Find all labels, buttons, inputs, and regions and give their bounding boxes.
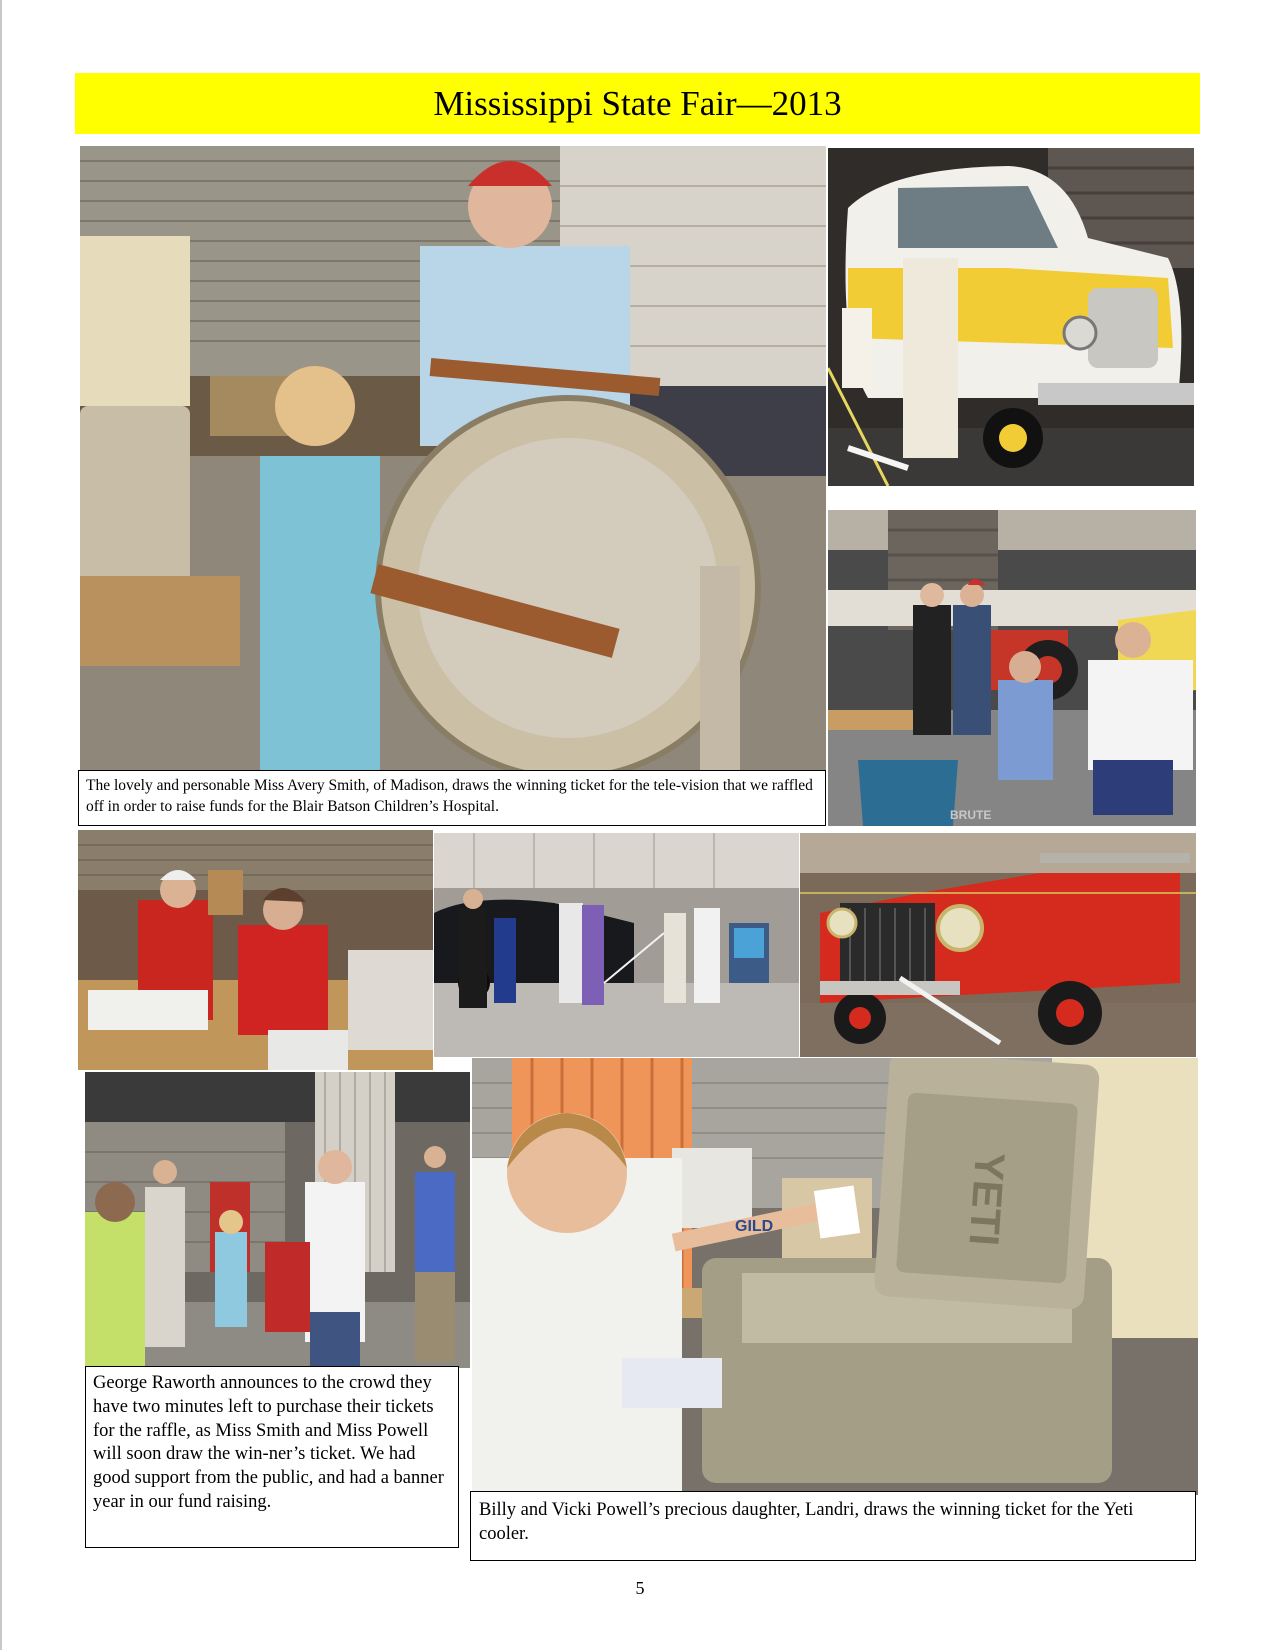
page-title: Mississippi State Fair—2013 bbox=[433, 83, 842, 123]
page-edge bbox=[0, 0, 2, 1650]
photo-fire-truck bbox=[800, 833, 1196, 1057]
photo-exhibit-hall bbox=[434, 833, 799, 1057]
photo-announcement bbox=[85, 1072, 470, 1368]
photo-yeti-cooler bbox=[472, 1058, 1198, 1495]
photo-seated-visitors bbox=[828, 510, 1196, 826]
photo-yellow-car bbox=[828, 148, 1194, 486]
brute-bin-text: BRUTE bbox=[950, 808, 992, 822]
caption-landri: Billy and Vicki Powell’s precious daughter, Landri, draws the winning ticket for the Yeti cooler. bbox=[470, 1491, 1196, 1561]
box-text: GILD bbox=[735, 1218, 774, 1235]
caption-george-raworth: George Raworth announces to the crowd they have two minutes left to purchase their tickets for the raffle, as Miss Smith and Miss Powell will soon draw the win-ner’s ticket. We had good support from the public, and had a banner year in our fund raising. bbox=[85, 1366, 459, 1548]
title-banner bbox=[75, 73, 1200, 134]
photo-ticket-table bbox=[78, 830, 433, 1070]
yeti-logo-text: YETI bbox=[960, 1150, 1014, 1248]
photo-raffle-drum bbox=[80, 146, 826, 772]
page-number: 5 bbox=[635, 1578, 645, 1598]
caption-avery-smith: The lovely and personable Miss Avery Smith, of Madison, draws the winning ticket for the tele-vision that we raffled off in order to raise funds for the Blair Batson Children’s Hospital. bbox=[78, 770, 826, 826]
